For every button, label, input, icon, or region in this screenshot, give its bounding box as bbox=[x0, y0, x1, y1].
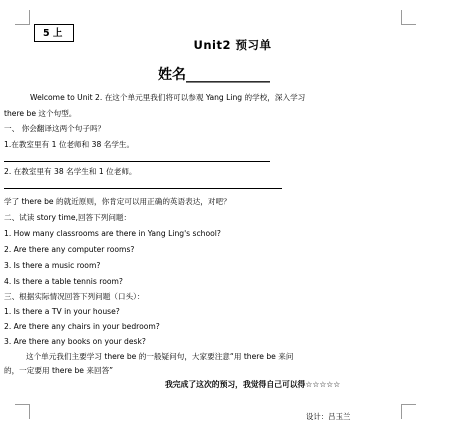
section-1-heading: 一、 你会翻译这两个句子吗？ bbox=[4, 124, 106, 133]
story-question-1: 1. How many classrooms are there in Yang Ling's school? bbox=[4, 229, 221, 238]
translate-question-1: 1.在教室里有 1 位老师和 38 名学生。 bbox=[4, 140, 135, 149]
summary-line-2: 的，一定要用 there be 来回答” bbox=[4, 366, 114, 375]
crop-mark-top-right bbox=[401, 10, 416, 25]
crop-mark-bottom-right bbox=[401, 404, 416, 419]
document-title: Unit2 预习单 bbox=[193, 38, 272, 52]
translate-question-2: 2. 在教室里有 38 名学生和 1 位老师。 bbox=[4, 167, 137, 176]
crop-mark-bottom-left bbox=[15, 404, 30, 419]
section-2-heading: 二、试读 story time,回答下列问题： bbox=[4, 213, 132, 222]
oral-question-2: 2. Are there any chairs in your bedroom? bbox=[4, 322, 160, 331]
intro-line-1: Welcome to Unit 2. 在这个单元里我们将可以参观 Yang Ling 的学校，深入学习 bbox=[30, 93, 306, 102]
grade-label-box: 5 上 bbox=[34, 24, 74, 42]
name-field-label: 姓名____________ bbox=[158, 67, 270, 83]
crop-mark-top-left bbox=[15, 10, 30, 25]
story-question-2: 2. Are there any computer rooms? bbox=[4, 245, 135, 254]
intro-line-2: there be 这个句型。 bbox=[4, 109, 77, 118]
oral-question-1: 1. Is there a TV in your house? bbox=[4, 307, 120, 316]
closing-self-rating: 我完成了这次的预习，我觉得自己可以得☆☆☆☆☆ bbox=[165, 380, 341, 389]
oral-question-3: 3. Are there any books on your desk? bbox=[4, 337, 146, 346]
section-3-heading: 三、根据实际情况回答下列问题（口头）： bbox=[4, 292, 145, 301]
answer-line-2 bbox=[4, 188, 282, 189]
rule-note: 学了 there be 的就近原则，你肯定可以用正确的英语表达，对吧？ bbox=[4, 197, 231, 206]
designer-credit: 设计：吕玉兰 bbox=[306, 412, 351, 421]
story-question-3: 3. Is there a music room? bbox=[4, 261, 101, 270]
summary-line-1: 这个单元我们主要学习 there be 的一般疑问句，大家要注意“用 there be 来问 bbox=[26, 352, 294, 361]
answer-line-1 bbox=[4, 161, 270, 162]
story-question-4: 4. Is there a table tennis room? bbox=[4, 277, 123, 286]
